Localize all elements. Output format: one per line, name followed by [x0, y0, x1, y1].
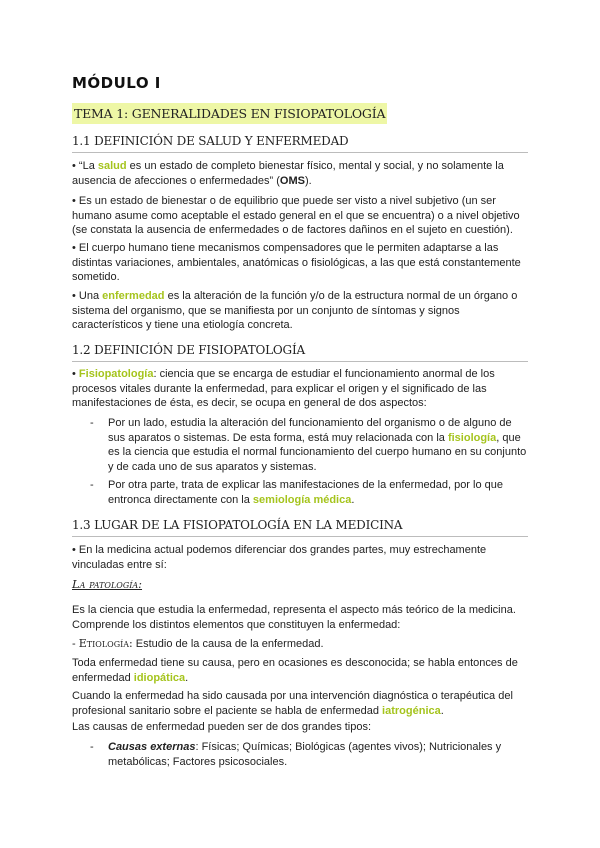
patologia-heading: La patología: — [72, 577, 143, 591]
section-1-2-divider — [72, 361, 528, 362]
paragraph-fisiopatologia — [72, 367, 532, 411]
text-segment: • — [72, 368, 79, 380]
section-1-1-divider — [72, 152, 528, 153]
paragraph-patologia-definicion: Es la ciencia que estudia la enfermedad, representa el aspecto más teórico de la medicina. Comprende los distintos elementos que constituyen la enfermedad: — [72, 604, 516, 631]
text-segment: • Una — [72, 290, 103, 302]
etiologia-label: Etiología: — [78, 637, 133, 650]
section-1-2-title: 1.2 DEFINICIÓN DE FISIOPATOLOGÍA — [72, 343, 305, 357]
paragraph-medicina-actual: • En la medicina actual podemos diferenciar dos grandes partes, muy estrechamente vinculadas entre sí: — [72, 544, 487, 571]
text-segment: : ciencia que se encarga de estudiar el funcionamiento anormal de los procesos vitales durante la enfermedad, para explicar el origen y el significado de las manifestaciones de ésta, es decir, se ocupa en general de dos aspectos: — [72, 368, 495, 409]
keyword-iatrogenica: iatrogénica — [382, 704, 441, 717]
text-segment: . — [351, 493, 355, 506]
keyword-idiopatica: idiopática — [133, 671, 186, 684]
keyword-fisiologia: fisiología — [447, 431, 497, 444]
paragraph-tipos-causas: Las causas de enfermedad pueden ser de dos grandes tipos: — [72, 721, 372, 733]
keyword-salud: salud — [97, 160, 127, 172]
text-segment: Por un lado, estudia la alteración del funcionamiento del organismo o de alguno de sus aparatos o sistemas. De esta forma, está muy relacionada con la — [108, 417, 512, 444]
list-item-manifestaciones — [108, 478, 530, 507]
dash-marker: - — [90, 417, 94, 429]
paragraph-iatrogenica — [72, 689, 532, 718]
paragraph-salud — [72, 159, 532, 188]
text-segment: , que es la ciencia que estudia el normal funcionamiento del cuerpo humano en su conjunto y de cada uno de sus aparatos y sistemas. — [108, 431, 527, 473]
text-segment: Toda enfermedad tiene su causa, pero en ocasiones es desconocida; se habla entonces de enfermedad — [72, 657, 518, 684]
module-title: MÓDULO I — [72, 74, 161, 92]
paragraph-enfermedad — [72, 289, 532, 333]
text-segment: Estudio de la causa de la enfermedad. — [132, 638, 324, 650]
paragraph-etiologia — [72, 637, 532, 652]
bullet: • — [72, 160, 76, 172]
causas-externas-label: Causas externas — [108, 741, 196, 753]
section-1-1-title: 1.1 DEFINICIÓN DE SALUD Y ENFERMEDAD — [72, 134, 349, 148]
text-segment: . — [185, 671, 189, 684]
text-segment: . — [440, 704, 444, 717]
text-segment: Por otra parte, trata de explicar las manifestaciones de la enfermedad, por lo que entronca directamente con la — [108, 479, 504, 506]
dash-marker: - — [72, 638, 79, 650]
text-segment: “La — [75, 160, 98, 172]
keyword-enfermedad: enfermedad — [102, 290, 165, 302]
paragraph-mecanismos: • El cuerpo humano tiene mecanismos compensadores que le permiten adaptarse a las distintas variaciones, ambientales, anatómicas o fisiológicas, a las que está constantemente sometido. — [72, 242, 521, 283]
oms-abbr: OMS — [279, 174, 305, 187]
text-segment: es un estado de completo bienestar físico, mental y social, y no solamente la ausencia de afecciones o enfermedades” ( — [72, 160, 504, 187]
keyword-semiologia: semiología médica — [252, 493, 352, 506]
section-1-3-divider — [72, 536, 528, 537]
dash-marker: - — [90, 479, 94, 491]
dash-marker: - — [90, 741, 94, 753]
text-segment: Cuando la enfermedad ha sido causada por una intervención diagnóstica o terapéutica del profesional sanitario sobre el paciente se habla de enfermedad — [72, 690, 513, 717]
list-item-causas-externas — [108, 740, 530, 769]
text-segment: ). — [304, 174, 312, 187]
text-segment: : Físicas; Químicas; Biológicas (agentes vivos); Nutricionales y metabólicas; Factores psicosociales. — [108, 741, 502, 768]
text-segment: es la alteración de la función y/o de la estructura normal de un órgano o sistema del organismo, que se manifiesta por un conjunto de síntomas y signos característicos y tiene una etiología concreta. — [72, 290, 518, 331]
section-1-3-title: 1.3 LUGAR DE LA FISIOPATOLOGÍA EN LA MEDICINA — [72, 518, 403, 532]
paragraph-bienestar: • Es un estado de bienestar o de equilibrio que puede ser visto a nivel subjetivo (un ser humano asume como aceptable el estado general en el que se encuentra) o a nivel objetivo (se constata la ausencia de enfermedades o de factores dañinos en el sujeto en cuestión). — [72, 195, 520, 236]
tema-title: TEMA 1: GENERALIDADES EN FISIOPATOLOGÍA — [72, 103, 387, 124]
paragraph-idiopatica — [72, 656, 532, 685]
list-item-funcionamiento — [108, 416, 530, 474]
keyword-fisiopatologia: Fisiopatología — [78, 368, 154, 380]
